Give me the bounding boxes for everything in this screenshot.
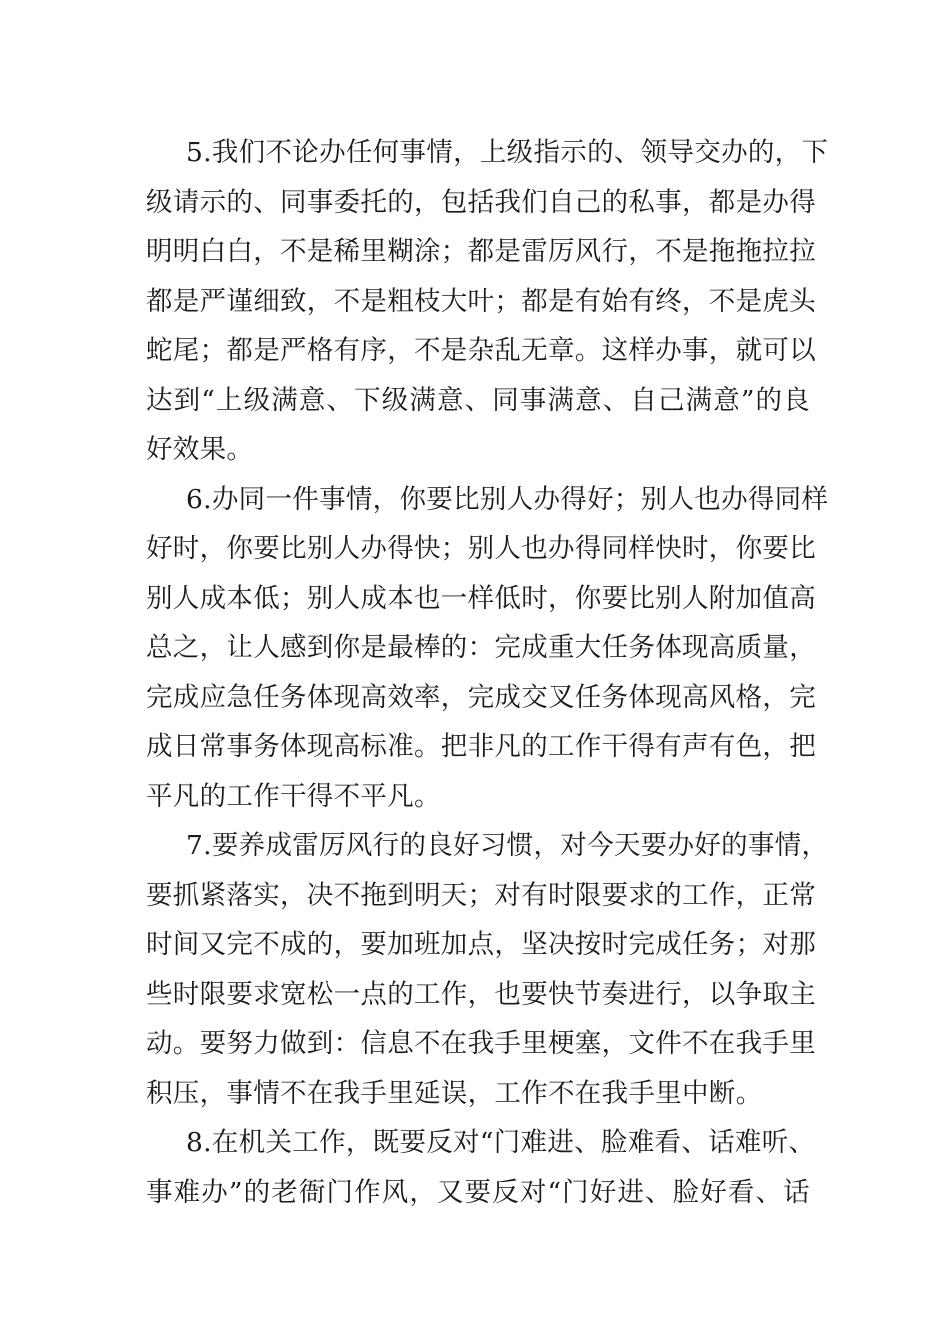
document-body	[146, 128, 829, 1217]
text-line: 时间又完不成的，要加班加点，坚决按时完成任务；对那	[146, 929, 816, 960]
text-line: 积压，事情不在我手里延误，工作不在我手里中断。	[146, 1077, 763, 1109]
text-line: 好效果。	[146, 434, 254, 465]
text-line: 要抓紧落实，决不拖到明天；对有时限要求的工作，正常	[146, 879, 816, 911]
text-line: 6.办同一件事情，你要比别人办得好；别人也办得同样	[186, 483, 829, 515]
text-line: 级请示的、同事委托的，包括我们自己的私事，都是办得	[146, 186, 816, 218]
text-line: 成日常事务体现高标准。把非凡的工作干得有声有色，把	[146, 731, 816, 762]
text-line: 7.要养成雷厉风行的良好习惯，对今天要办好的事情，	[186, 830, 829, 861]
text-line: 8.在机关工作，既要反对“门难进、脸难看、话难听、	[186, 1127, 816, 1158]
text-line: 总之，让人感到你是最棒的：完成重大任务体现高质量，	[146, 632, 816, 663]
text-line: 动。要努力做到：信息不在我手里梗塞，文件不在我手里	[146, 1028, 816, 1059]
text-line: 平凡的工作干得不平凡。	[146, 780, 441, 812]
text-line: 都是严谨细致，不是粗枝大叶；都是有始有终，不是虎头	[146, 285, 816, 317]
text-line: 5.我们不论办任何事情，上级指示的、领导交办的，下	[186, 137, 829, 168]
paragraph-5	[146, 128, 829, 475]
text-line: 好时，你要比别人办得快；别人也办得同样快时，你要比	[146, 533, 816, 564]
paragraph-8	[146, 1118, 816, 1217]
text-line: 达到“上级满意、下级满意、同事满意、自己满意”的良	[146, 384, 810, 416]
paragraph-6	[146, 475, 829, 822]
text-line: 蛇尾；都是严格有序，不是杂乱无章。这样办事，就可以	[146, 335, 816, 366]
text-line: 些时限要求宽松一点的工作，也要快节奏进行，以争取主	[146, 978, 816, 1010]
text-line: 完成应急任务体现高效率，完成交叉任务体现高风格，完	[146, 681, 816, 713]
text-line: 别人成本低；别人成本也一样低时，你要比别人附加值高	[146, 582, 816, 614]
text-line: 事难办”的老衙门作风，又要反对“门好进、脸好看、话	[146, 1176, 810, 1208]
paragraph-7	[146, 821, 829, 1118]
text-line: 明明白白，不是稀里糊涂；都是雷厉风行，不是拖拖拉拉	[146, 236, 816, 267]
